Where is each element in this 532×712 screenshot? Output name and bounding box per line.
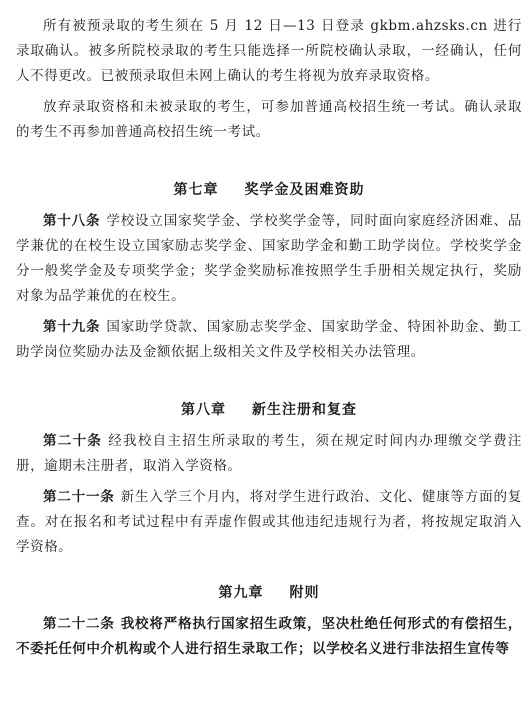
article-20-label: 第二十条 xyxy=(43,433,103,449)
article-22-label: 第二十二条 xyxy=(43,616,115,632)
chapter-9-number: 第九章 xyxy=(218,585,264,601)
chapter-9-heading xyxy=(16,582,522,604)
article-18-label: 第十八条 xyxy=(43,213,101,229)
article-19-label: 第十九条 xyxy=(43,319,101,335)
article-21 xyxy=(16,485,522,560)
chapter-8-title: 新生注册和复查 xyxy=(252,402,357,418)
article-22-text: 我校将严格执行国家招生政策，坚决杜绝任何形式的有偿招生，不委托任何中介机构或个人进行招生录取工作；以学校名义进行非法招生宣传等 xyxy=(16,616,522,657)
chapter-8-number: 第八章 xyxy=(181,402,226,418)
article-20-text: 经我校自主招生所录取的考生，须在规定时间内办理缴交学费注册，逾期未注册者，取消入学资格。 xyxy=(16,433,522,474)
article-21-label: 第二十一条 xyxy=(43,489,115,505)
article-21-text: 新生入学三个月内，将对学生进行政治、文化、健康等方面的复查。对在报名和考试过程中有弄虚作假或其他违纪违规行为者，将按规定取消入学资格。 xyxy=(16,489,522,555)
article-20 xyxy=(16,429,522,479)
paragraph-admission-confirmation: 所有被预录取的考生须在 5 月 12 日—13 日登录 gkbm.ahzsks.cn 进行录取确认。被多所院校录取的考生只能选择一所院校确认录取，一经确认，任何人不得更改。已被预录取但未网上确认的考生将视为放弃录取资格。 xyxy=(16,18,522,84)
article-22 xyxy=(16,612,522,662)
chapter-7-title: 奖学金及困难资助 xyxy=(244,182,365,198)
chapter-7-number: 第七章 xyxy=(173,182,219,198)
article-18-text: 学校设立国家奖学金、学校奖学金等，同时面向家庭经济困难、品学兼优的在校生设立国家励志奖学金、国家助学金和勤工助学岗位。学校奖学金分一般奖学金及专项奖学金；奖学金奖励标准按照学生手册相关规定执行，奖励对象为品学兼优的在校生。 xyxy=(16,213,523,304)
article-19 xyxy=(16,315,522,365)
chapter-7-heading xyxy=(16,179,522,201)
chapter-8-heading xyxy=(16,399,522,421)
article-19-text: 国家助学贷款、国家励志奖学金、国家助学金、特困补助金、勤工助学岗位奖励办法及金额依据上级相关文件及学校相关办法管理。 xyxy=(16,319,523,360)
article-18 xyxy=(16,209,522,309)
paragraph-abandon-admission: 放弃录取资格和未被录取的考生，可参加普通高校招生统一考试。确认录取的考生不再参加普通高校招生统一考试。 xyxy=(16,99,522,140)
chapter-9-title: 附则 xyxy=(289,585,320,601)
